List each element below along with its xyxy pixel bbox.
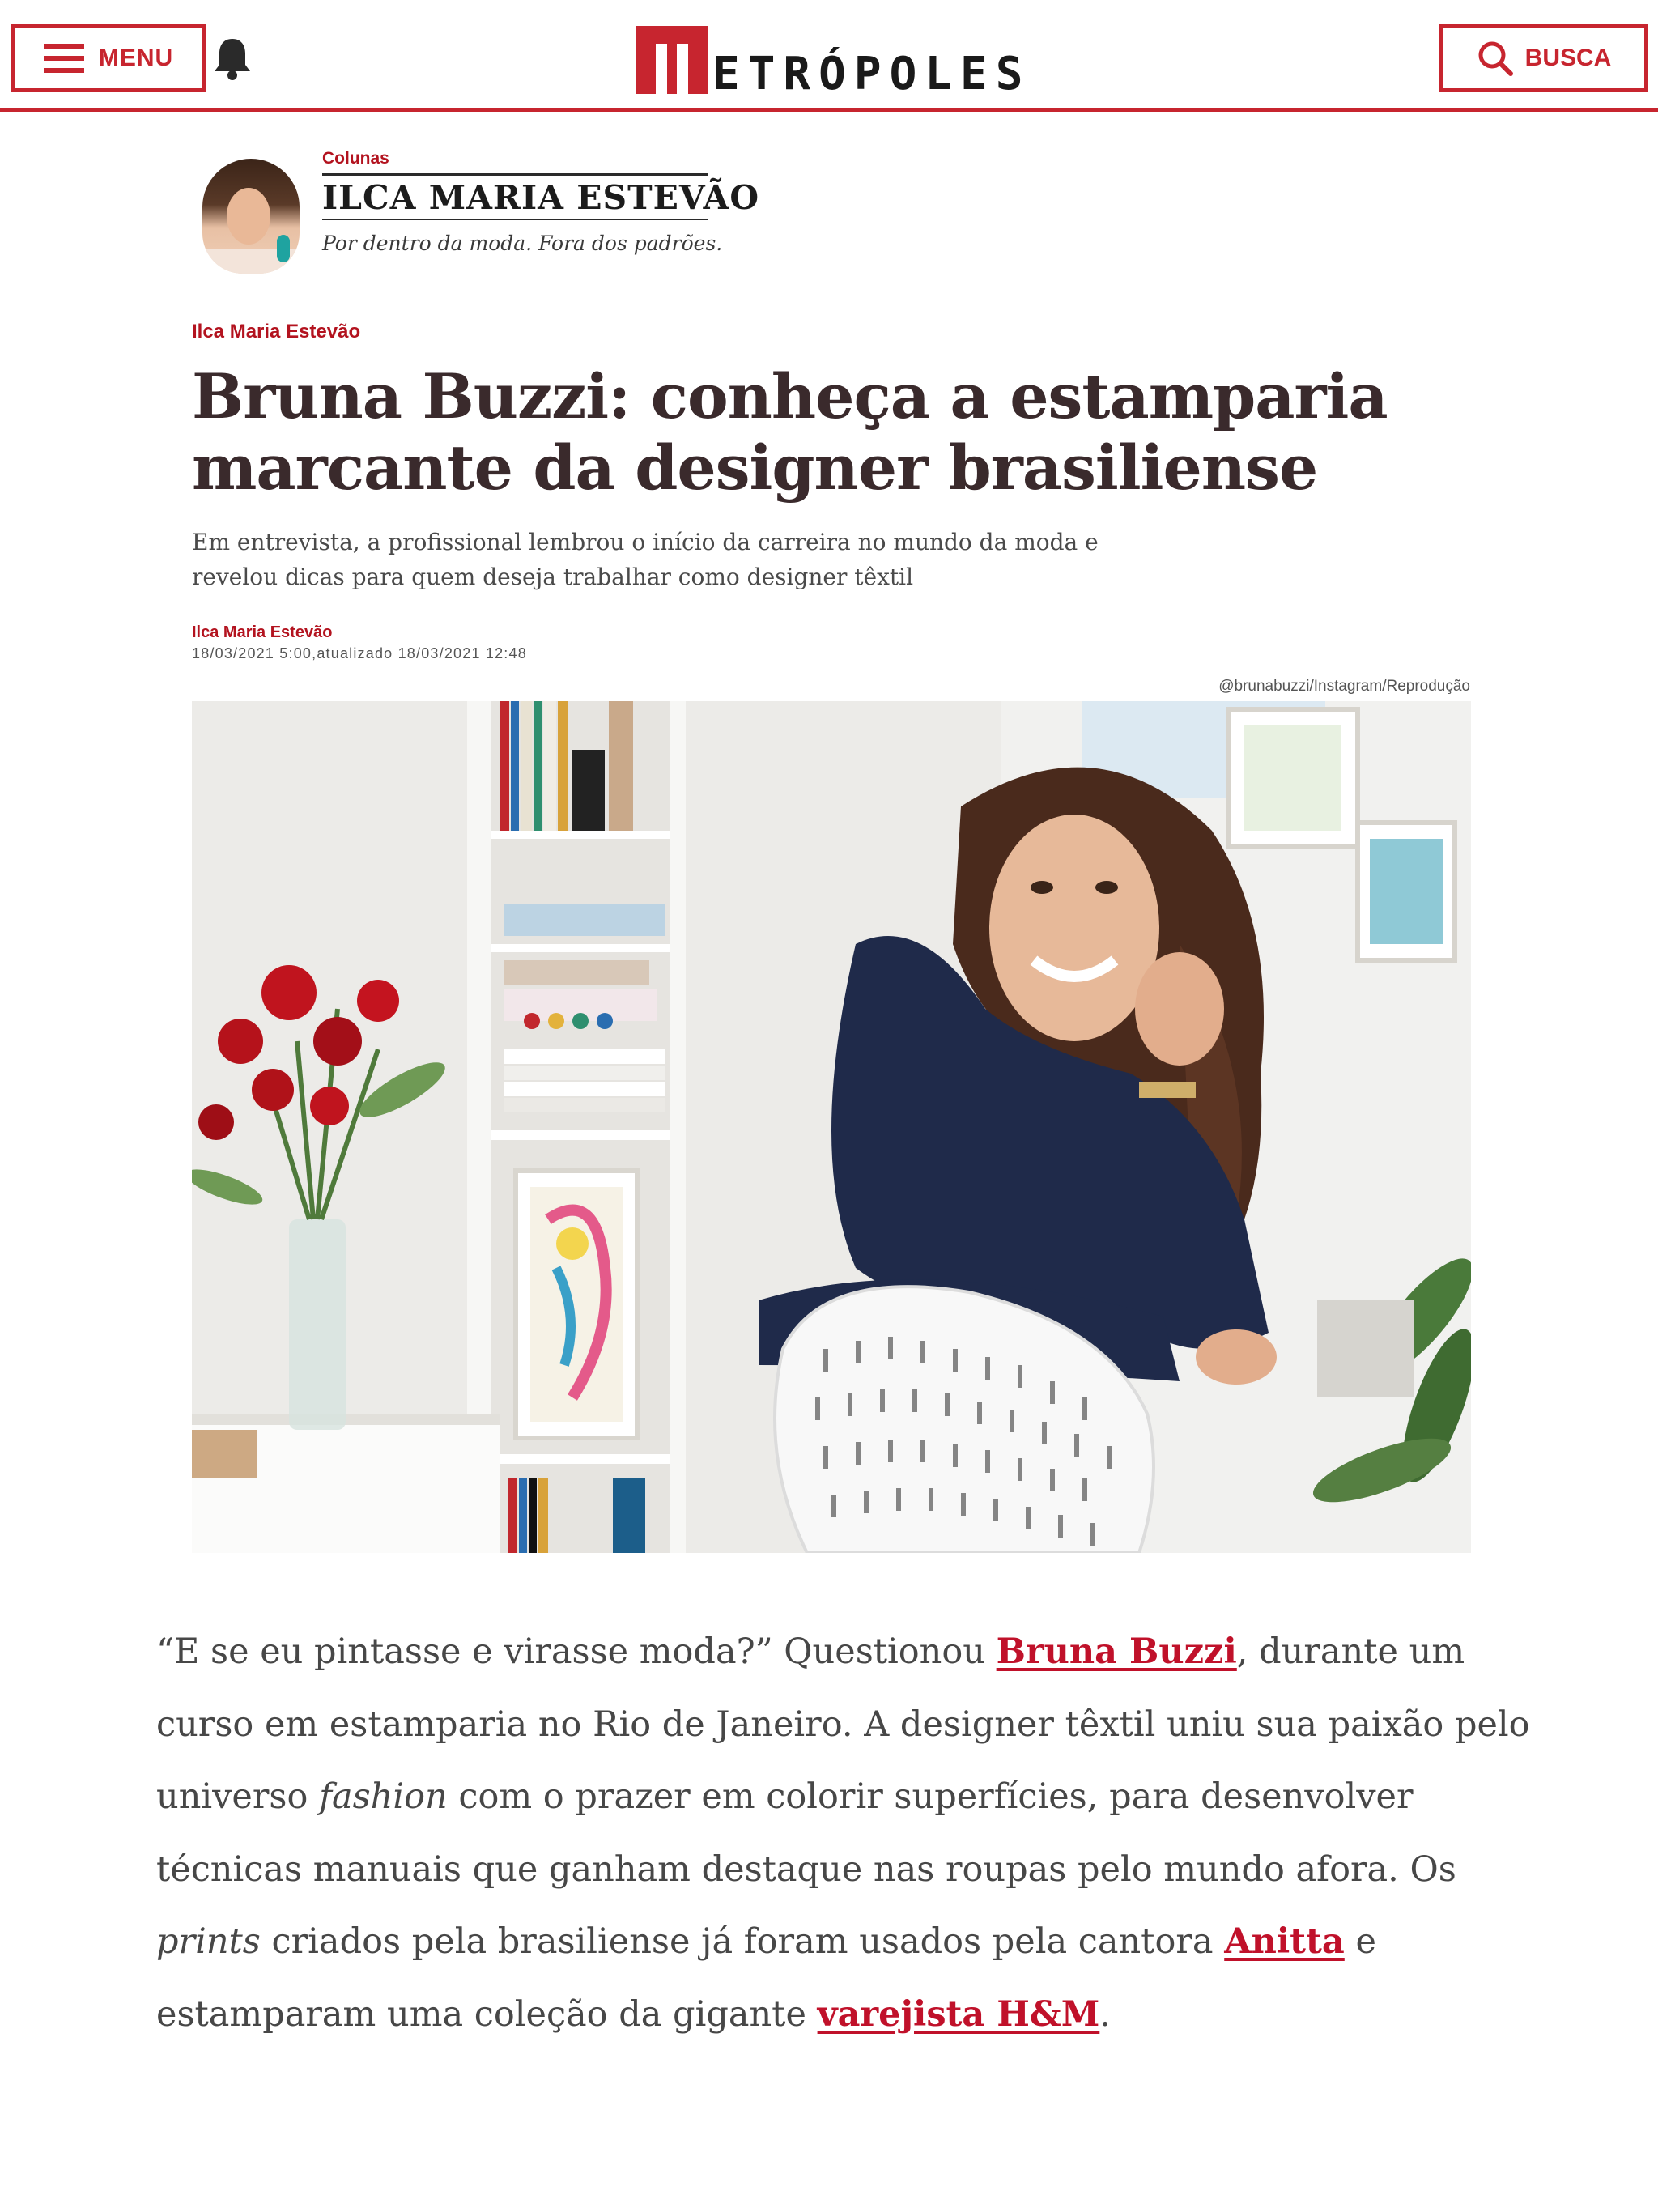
article-dek: Em entrevista, a profissional lembrou o início da carreira no mundo da moda e revelou dicas para quem deseja trabalhar como designer têxtil	[192, 529, 1099, 590]
column-name[interactable]: ILCA MARIA ESTEVÃO	[322, 178, 760, 217]
search-button[interactable]	[1439, 24, 1648, 92]
column-kicker[interactable]: Colunas	[322, 149, 389, 168]
article-headline: Bruna Buzzi: conheça a estamparia marcante da designer brasiliense	[192, 360, 1388, 504]
body-text-segment: , durante um curso em estamparia no Rio de Janeiro. A designer têxtil uniu sua paixão pelo universo	[156, 1631, 1530, 1817]
menu-label: MENU	[98, 45, 174, 71]
hamburger-icon	[44, 44, 84, 73]
article-photo	[192, 701, 1471, 1553]
menu-button[interactable]	[11, 24, 206, 92]
logo-wordmark: ETRÓPOLES	[712, 48, 1031, 100]
link-anitta[interactable]: Anitta	[1224, 1921, 1345, 1962]
emphasis-prints: prints	[156, 1921, 261, 1962]
body-text-segment: e estamparam uma coleção da gigante	[156, 1921, 1376, 2035]
body-text-segment: .	[1099, 1993, 1111, 2035]
photo-credit: @brunabuzzi/Instagram/Reprodução	[1218, 678, 1470, 695]
link-hm[interactable]: varejista H&M	[817, 1993, 1100, 2035]
author-link[interactable]: Ilca Maria Estevão	[192, 623, 333, 641]
body-text-segment: criados pela brasiliense já foram usados pela cantora	[260, 1921, 1225, 1962]
bell-icon[interactable]	[212, 36, 253, 81]
article-date: 18/03/2021 5:00,atualizado 18/03/2021 12:48	[192, 645, 527, 661]
column-tagline: Por dentro da moda. Fora dos padrões.	[322, 232, 723, 255]
emphasis-fashion: fashion	[319, 1776, 448, 1817]
columnist-avatar[interactable]	[202, 159, 300, 274]
body-text-segment: com o prazer em colorir superfícies, para desenvolver técnicas manuais que ganham destaque nas roupas pelo mundo afora. Os	[156, 1776, 1456, 1890]
divider	[322, 173, 708, 176]
body-text-segment: “E se eu pintasse e virasse moda?” Questionou	[156, 1631, 997, 1672]
link-bruna-buzzi[interactable]: Bruna Buzzi	[996, 1631, 1237, 1672]
search-label: BUSCA	[1524, 45, 1612, 71]
divider	[322, 219, 708, 220]
site-logo[interactable]	[636, 24, 1031, 100]
search-icon	[1477, 40, 1514, 77]
article-body	[156, 1616, 1533, 2051]
site-header	[0, 0, 1658, 112]
logo-mark-icon	[636, 26, 708, 94]
section-link[interactable]: Ilca Maria Estevão	[192, 321, 361, 342]
